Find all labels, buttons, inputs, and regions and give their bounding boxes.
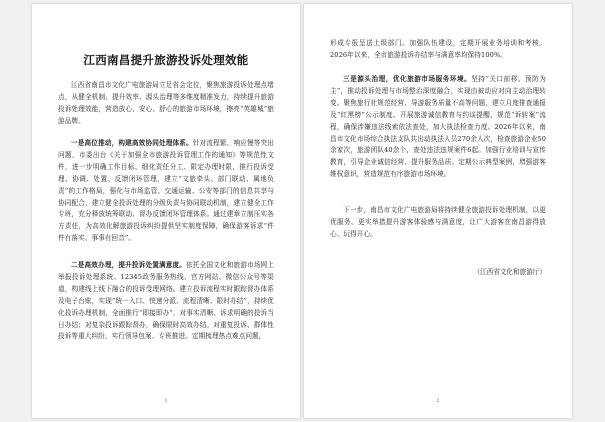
document-title: 江西南昌提升旅游投诉处理效能 bbox=[83, 53, 249, 67]
page-number-2: 2 bbox=[436, 398, 440, 404]
section-2-body: 依托全国文化和旅游市场网上举报投诉处理系统、12345政务服务热线、官方网站、微信公众号等渠道，构建线上线下融合的投诉受理网络。建立投诉流程实时跟踪督办体系及电子台账，实现“统一入口、快速分派、流程清晰、限时办结”，持续优化投诉办理机制，全面推行“即接即办”，对事实清晰、诉求明确的投诉当日办结；对复杂投诉跟踪督办，确保限时高效办结。对重复投诉、群体性投诉等重大纠纷，实行领导包案、专班推进。定期梳理热点难点问题， bbox=[58, 261, 274, 341]
section-1-paragraph bbox=[58, 138, 274, 245]
continued-paragraph: 形成专报呈送上级部门。加强队伍建设，定期开展业务培训和考核。2026年以来，全市旅游投诉办结率与满意率均保持100%。 bbox=[330, 39, 546, 59]
document-page-2 bbox=[304, 4, 572, 418]
section-2-paragraph bbox=[58, 260, 274, 343]
section-3-paragraph bbox=[330, 74, 546, 181]
section-1-body: 针对流程繁、响应慢等突出问题，市委出台《关于加强全市旅游投诉管理工作的通知》等规范性文件，进一步明确工作目标、细化责任分工、限定办理时限，推行投诉受理、协调、处置、反馈闭环管理，建立“文旅牵头、部门联动、属地负责”的工作格局，强化与市场监管、交通运输、公安等部门的信息共享与协同配合，建立健全投诉处理的分级负责与协同联动机制，建立健全工作专班，充分释放统筹联动、督办反馈闭环管理体系。通过建章立制压实各方责任，为高效化解旅游投诉纠纷提供坚实制度保障，确保游客诉求“件件有落实、事事有回音”。 bbox=[58, 139, 274, 243]
intro-paragraph: 江西省南昌市文化广电旅游局立足省会定位，聚焦旅游投诉处理点堵点，从健全机制、提升效率、源头治理等多维度精准发力，持续提升旅游投诉处理效能，营造放心、安心、舒心的旅游市场环境，擦亮“英雄城”旅游品牌。 bbox=[58, 81, 274, 125]
document-page-1 bbox=[32, 4, 300, 418]
next-steps-paragraph: 下一步，南昌市文化广电旅游局将持续健全旅游投诉处理机制，以更优服务、更实举措提升游客体验感与满意度，让广大游客在南昌游得放心、玩得开心。 bbox=[330, 206, 546, 238]
section-3-body: 坚持“关口前移、预防为主”，推动投诉处理与市场整治深度融合，实现由被动应对向主动治理转变。聚焦旅行社规范经营、导游服务质量不高等问题，建立月度排查通报及“红黑榜”公示制度。开展旅游诚信教育与约谈提醒，规范“诉转案”流程，确保涉嫌违法线索依法查处，加大执法检查力度。2026年以来，南昌市文化市场综合执法支队共出动执法人员270余人次，检查旅游企业50余家次，旅游团队40余个，查处违法违规案件6起。加强行业培训与宣传教育，引导企业诚信经营、提升服务品质。定期公示典型案例，增强游客维权意识，营造规范有序旅游市场环境。 bbox=[330, 75, 546, 179]
section-2-heading: 二是高效办理，提升投诉处置满意度。 bbox=[71, 261, 187, 269]
page-number-1: 1 bbox=[164, 398, 168, 404]
section-1-heading: 一是高位推动，构建高效协同处理体系。 bbox=[71, 139, 193, 147]
section-3-heading: 三是源头治理，优化旅游市场服务环境。 bbox=[343, 75, 472, 83]
signature: （江西省文化和旅游厅） bbox=[473, 268, 546, 276]
